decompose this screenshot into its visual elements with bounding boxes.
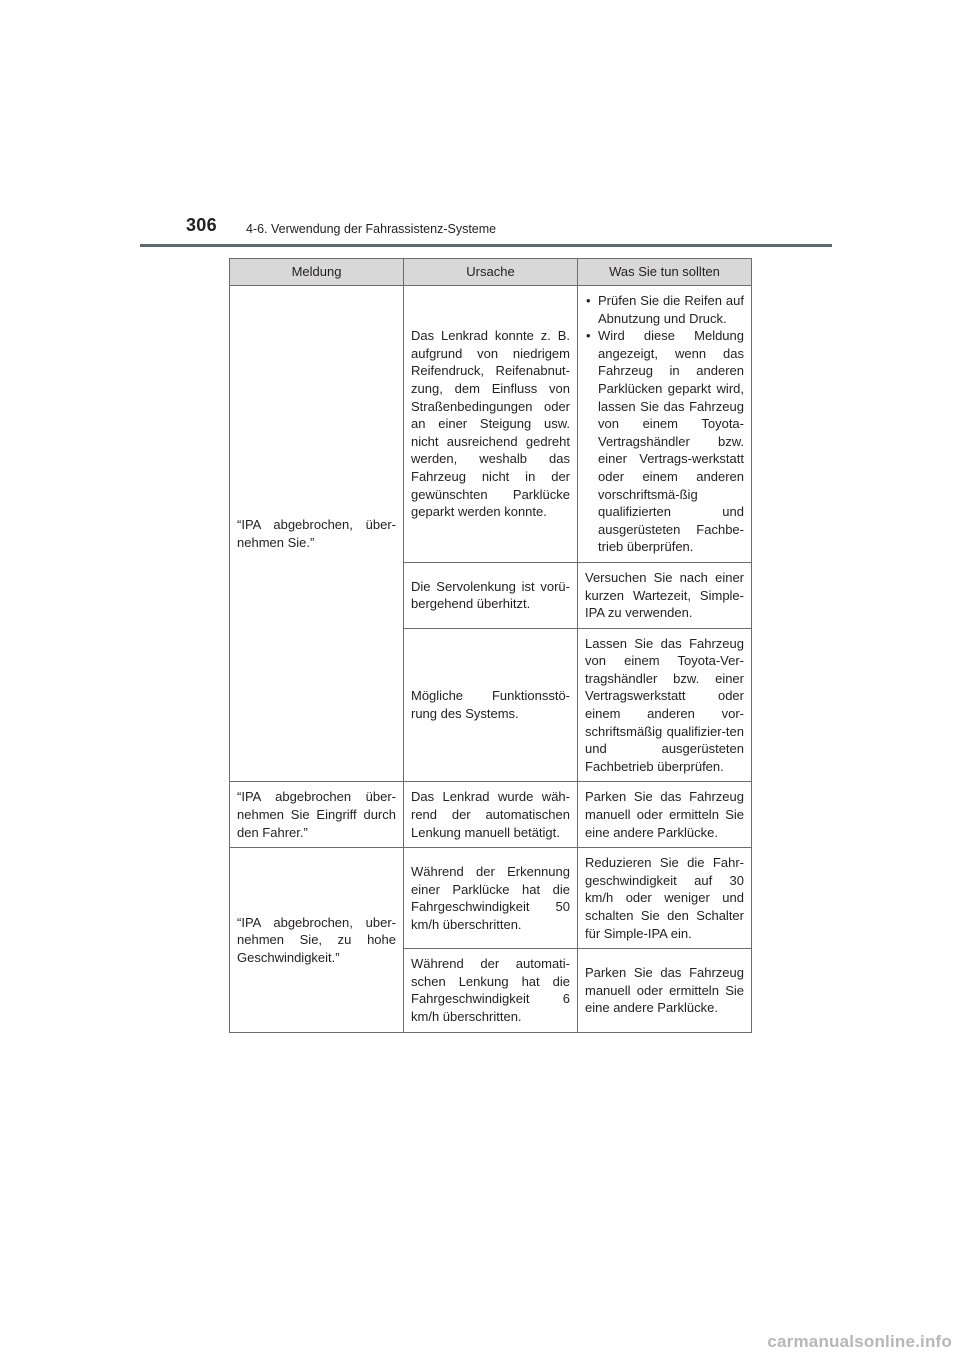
cause-cell: Das Lenkrad konnte z. B. aufgrund von niedrigem Reifendruck, Reifenabnut-zung, dem Einfluss von Straßenbedingungen oder an einer Steigung usw. nicht ausreichend gedreht werden, weshalb das Fahrzeug nicht in der gewünschten Parklücke geparkt werden konnte.	[404, 286, 578, 563]
action-cell: Lassen Sie das Fahrzeug von einem Toyota-Ver-tragshändler bzw. einer Vertragswerkstatt oder einem anderen vor-schriftsmäßig qualifizier-ten und ausgerüsteten Fachbetrieb überprüfen.	[578, 628, 752, 782]
table-row	[230, 848, 752, 949]
cause-cell: Das Lenkrad wurde wäh-rend der automatischen Lenkung manuell betätigt.	[404, 782, 578, 848]
cause-cell: Während der automati-schen Lenkung hat die Fahrgeschwindigkeit 6 km/h überschritten.	[404, 949, 578, 1032]
cause-cell: Mögliche Funktionsstö-rung des Systems.	[404, 628, 578, 782]
table-row	[230, 782, 752, 848]
table-row	[230, 286, 752, 563]
chapter-title: 4-6. Verwendung der Fahrassistenz-Systeme	[246, 222, 497, 236]
message-cell: “IPA abgebrochen über-nehmen Sie Eingriff durch den Fahrer.”	[230, 782, 404, 848]
action-cell: Reduzieren Sie die Fahr-geschwindigkeit auf 30 km/h oder weniger und schalten Sie den Schalter für Simple-IPA ein.	[578, 848, 752, 949]
watermark: carmanualsonline.info	[767, 1332, 952, 1351]
action-bullet-item: • Wird diese Meldung angezeigt, wenn das Fahrzeug in anderen Parklücken geparkt wird, lassen Sie das Fahrzeug von einem Toyota-Vertragshändler bzw. einer Vertrags-werkstatt oder einem anderen vorschriftsmä-ßig qualifizierten und ausgerüsteten Fachbe-trieb überprüfen.	[585, 327, 744, 556]
page-number: 306	[186, 215, 217, 235]
cause-cell: Während der Erkennung einer Parklücke hat die Fahrgeschwindigkeit 50 km/h überschritten.	[404, 848, 578, 949]
action-cell: Parken Sie das Fahrzeug manuell oder ermitteln Sie eine andere Parklücke.	[578, 949, 752, 1032]
message-cell: “IPA abgebrochen, über-nehmen Sie.”	[230, 286, 404, 782]
message-cell: “IPA abgebrochen, uber-nehmen Sie, zu hohe Geschwindigkeit.”	[230, 848, 404, 1032]
action-bullet-item: • Prüfen Sie die Reifen auf Abnutzung und Druck.	[585, 292, 744, 327]
action-bullet-list	[585, 292, 744, 556]
column-header-action: Was Sie tun sollten	[578, 259, 752, 286]
column-header-message: Meldung	[230, 259, 404, 286]
action-cell: Parken Sie das Fahrzeug manuell oder ermitteln Sie eine andere Parklücke.	[578, 782, 752, 848]
action-cell: Versuchen Sie nach einer kurzen Wartezeit, Simple-IPA zu verwenden.	[578, 562, 752, 628]
table-header-row	[230, 259, 752, 286]
column-header-cause: Ursache	[404, 259, 578, 286]
action-cell	[578, 286, 752, 563]
cause-cell: Die Servolenkung ist vorü-bergehend überhitzt.	[404, 562, 578, 628]
header-rule	[140, 244, 832, 247]
message-table	[229, 258, 752, 1033]
